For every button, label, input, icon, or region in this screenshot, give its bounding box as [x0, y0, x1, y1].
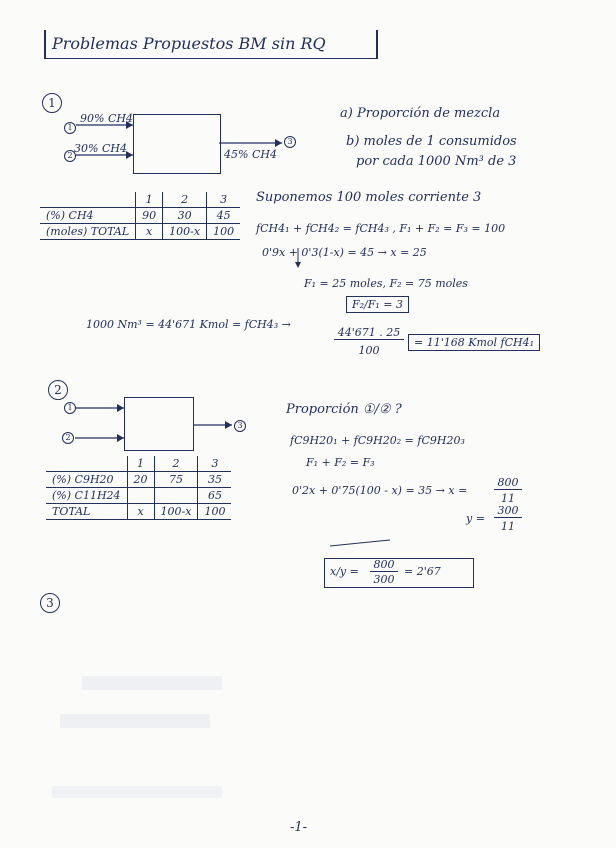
table-cell: 35	[198, 472, 232, 488]
p2-process-box	[124, 397, 194, 451]
table-cell	[127, 488, 154, 504]
p2-step-2: F₁ + F₂ = F₃	[306, 456, 375, 469]
bleed-through-mark	[82, 676, 222, 690]
p1-step-2: fCH4₁ + fCH4₂ = fCH4₃ , F₁ + F₂ = F₃ = 100	[256, 222, 506, 235]
table-cell: (%) CH4	[40, 208, 136, 224]
page-title: Problemas Propuestos BM sin RQ	[52, 34, 326, 53]
table-header-row	[46, 456, 231, 472]
table-cell: 45	[207, 208, 241, 224]
p2-result-denominator: 300	[373, 573, 395, 586]
p1-step-6: 1000 Nm³ = 44'671 Kmol = fCH4₃ →	[86, 318, 291, 331]
table-cell	[40, 192, 136, 208]
p1-question-a: a) Proporción de mezcla	[340, 106, 501, 121]
table-cell: 75	[154, 472, 198, 488]
table-cell: 2	[154, 456, 198, 472]
p2-step-1: fC9H20₁ + fC9H20₂ = fC9H20₃	[290, 434, 465, 447]
table-cell: 100-x	[163, 224, 207, 240]
p1-fraction-denominator: 100	[358, 344, 380, 357]
table-cell	[154, 488, 198, 504]
bleed-through-mark	[52, 786, 222, 798]
p1-inlet-2-text: 30% CH4	[74, 142, 127, 155]
p1-step-3: 0'9x + 0'3(1-x) = 45 → x = 25	[262, 246, 427, 259]
table-cell	[46, 456, 127, 472]
problem-3-number: 3	[40, 593, 60, 613]
problem-2-number: 2	[48, 380, 68, 400]
table-cell: TOTAL	[46, 504, 127, 520]
p1-data-table	[40, 192, 240, 240]
p1-question-b-line1: b) moles de 1 consumidos	[346, 134, 517, 149]
table-row	[40, 208, 240, 224]
page-number: -1-	[290, 820, 308, 835]
p2-question: Proporción ①/② ?	[286, 402, 402, 417]
p2-result-value: = 2'67	[404, 565, 441, 578]
p2-stream-3-label: 3	[234, 420, 246, 432]
table-cell: (%) C9H20	[46, 472, 127, 488]
p2-step-3: 0'2x + 0'75(100 - x) = 35 → x =	[292, 484, 468, 497]
table-cell: 2	[163, 192, 207, 208]
table-cell: x	[136, 224, 163, 240]
table-cell: 100	[198, 504, 232, 520]
table-cell: 3	[198, 456, 232, 472]
table-cell: 30	[163, 208, 207, 224]
table-row	[46, 488, 231, 504]
bleed-through-mark	[60, 714, 210, 728]
p2-x-numerator: 800	[494, 476, 522, 490]
table-cell: 3	[207, 192, 241, 208]
table-header-row	[40, 192, 240, 208]
p1-question-b-line2: por cada 1000 Nm³ de 3	[356, 154, 517, 169]
p1-fraction-numerator: 44'671 . 25	[334, 326, 404, 340]
p2-y-denominator: 11	[501, 520, 515, 533]
table-cell: 1	[127, 456, 154, 472]
table-cell: 100	[207, 224, 241, 240]
table-row	[46, 472, 231, 488]
p2-stream-1-label: 1	[64, 402, 76, 414]
table-cell: (%) C11H24	[46, 488, 127, 504]
p1-outlet-text: 45% CH4	[224, 148, 277, 161]
table-cell: 100-x	[154, 504, 198, 520]
table-cell: x	[127, 504, 154, 520]
p2-result-label: x/y =	[330, 565, 359, 578]
p1-stream-2-label: 2	[64, 150, 76, 162]
table-row	[40, 224, 240, 240]
p2-step-4: y =	[466, 512, 485, 525]
p1-step-4: F₁ = 25 moles, F₂ = 75 moles	[304, 277, 468, 290]
table-cell: (moles) TOTAL	[40, 224, 136, 240]
p1-stream-3-label: 3	[284, 136, 296, 148]
table-cell: 65	[198, 488, 232, 504]
p2-result-numerator: 800	[370, 558, 398, 572]
p2-data-table	[46, 456, 231, 520]
problem-1-number: 1	[42, 93, 62, 113]
table-cell: 20	[127, 472, 154, 488]
p1-inlet-1-text: 90% CH4	[80, 112, 133, 125]
p2-stream-2-label: 2	[62, 432, 74, 444]
p1-stream-1-label: 1	[64, 122, 76, 134]
p1-result-ratio: F₂/F₁ = 3	[346, 296, 409, 313]
p1-result-kmol: = 11'168 Kmol fCH4₁	[408, 334, 540, 351]
table-cell: 90	[136, 208, 163, 224]
p2-x-denominator: 11	[501, 492, 515, 505]
p2-y-numerator: 300	[494, 504, 522, 518]
p1-step-1: Suponemos 100 moles corriente 3	[256, 190, 482, 205]
table-cell: 1	[136, 192, 163, 208]
table-row	[46, 504, 231, 520]
